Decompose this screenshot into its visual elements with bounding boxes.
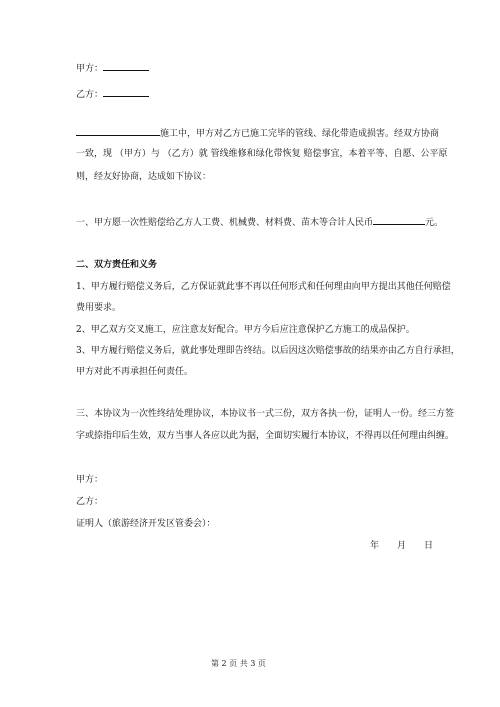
intro-line-1-text: 施工中，甲方对乙方已施工完毕的管线、绿化带造成损害。经双方协商 — [160, 129, 440, 139]
intro-line-3: 则，经友好协商，达成如下协议： — [76, 172, 212, 182]
signature-party-b: 乙方： — [76, 497, 104, 507]
signature-witness: 证明人（旅游经济开发区管委会）： — [76, 519, 216, 529]
clause-2-item-1b: 费用要求。 — [76, 303, 122, 313]
clause-3-line-1: 三、本协议为一次性终结处理协议，本协议书一式三份，双方各执一份，证明人一份。经三方签 — [76, 409, 455, 419]
intro-line-2: 一致，现 （甲方）与 （乙方）就 管线维修和绿化带恢复 赔偿事宜，本着平等、自愿、公平原 — [76, 149, 448, 159]
signature-party-a: 甲方： — [76, 475, 104, 485]
clause-1-suffix: 元。 — [425, 218, 444, 228]
intro-line-1 — [76, 126, 439, 140]
amount-blank — [373, 215, 425, 225]
clause-3-line-2: 字或捺指印后生效，双方当事人各应以此为据，全面切实履行本协议，不得再以任何理由纠缠。 — [76, 431, 455, 441]
clause-2-item-3b: 甲方对此不再承担任何责任。 — [76, 367, 194, 377]
signature-date: 年 月 日 — [370, 541, 434, 551]
party-b-top-line — [76, 87, 149, 101]
clause-2-item-3a: 3、甲方履行赔偿义务后，就此事处理即告终结。以后因这次赔偿事故的结果亦由乙方自行承担， — [76, 346, 460, 356]
page-footer: 第 2 页 共 3 页 — [211, 659, 266, 668]
clause-2-item-1a: 1、甲方履行赔偿义务后，乙方保证就此事不再以任何形式和任何理由向甲方提出其他任何赔偿 — [76, 282, 451, 292]
intro-blank — [76, 126, 160, 136]
party-a-top-label: 甲方： — [76, 64, 104, 74]
party-a-blank — [103, 61, 149, 71]
party-b-top-label: 乙方： — [76, 90, 104, 100]
clause-2-title: 二、双方责任和义务 — [76, 260, 158, 270]
party-b-blank — [103, 87, 149, 97]
party-a-top-line — [76, 61, 149, 75]
clause-2-item-2: 2、甲乙双方交叉施工，应注意友好配合。甲方今后应注意保护乙方施工的成品保护。 — [76, 325, 415, 335]
clause-1 — [76, 215, 443, 229]
clause-1-text: 一、甲方愿一次性赔偿给乙方人工费、机械费、材料费、苗木等合计人民币 — [76, 218, 374, 228]
